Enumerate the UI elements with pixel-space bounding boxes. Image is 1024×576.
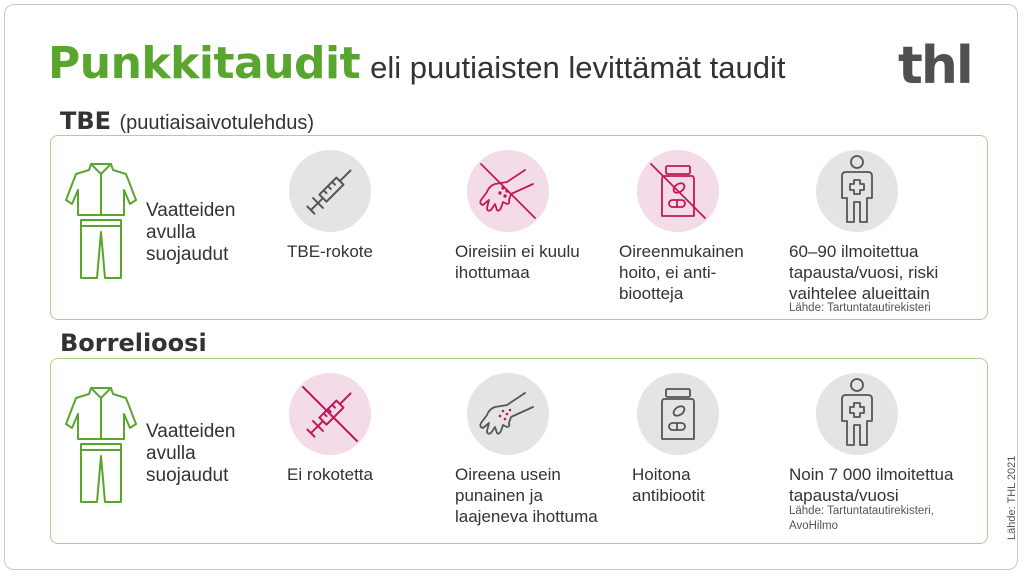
cases-label: Noin 7 000 ilmoitettua tapausta/vuosi (789, 465, 954, 505)
protection-label: Vaatteiden avulla suojaudut (146, 421, 236, 486)
rash-arm-icon (467, 150, 549, 232)
title-main: Punkkitaudit (48, 38, 361, 89)
symptoms-label: Oireena usein punainen ja laajeneva ihottuma (455, 465, 598, 526)
cases-label: 60–90 ilmoitettua tapausta/vuosi, riski vaihtelee alueittain (789, 242, 939, 303)
vaccine-label: TBE-rokote (287, 242, 373, 261)
footer-source: Lähde: THL 2021 (1006, 455, 1018, 540)
medicine-bottle-icon (637, 373, 719, 455)
title-subtitle: eli puutiaisten levittämät taudit (370, 50, 786, 85)
syringe-icon (289, 150, 371, 232)
section-name: TBE (60, 107, 112, 135)
medicine-bottle-icon (637, 150, 719, 232)
thl-logo: thl (898, 36, 972, 96)
section-subtitle: (puutiaisaivotulehdus) (119, 112, 315, 134)
protection-label: Vaatteiden avulla suojaudut (146, 200, 236, 265)
section-name: Borrelioosi (60, 329, 207, 357)
vaccine-label: Ei rokotetta (287, 465, 373, 484)
treatment-label: Hoitona antibiootit (632, 465, 705, 505)
clothing-icon (64, 384, 138, 511)
treatment-label: Oireenmukainen hoito, ei anti- biootteja (619, 242, 744, 303)
cases-source: Lähde: Tartuntatautirekisteri, AvoHilmo (789, 505, 934, 532)
section-heading-borrelioosi (60, 329, 207, 357)
clothing-icon (64, 160, 138, 287)
page-title (48, 38, 785, 89)
cases-source: Lähde: Tartuntatautirekisteri (789, 302, 931, 314)
section-heading-tbe (60, 107, 314, 135)
person-icon (816, 150, 898, 232)
rash-arm-icon (467, 373, 549, 455)
person-icon (816, 373, 898, 455)
symptoms-label: Oireisiin ei kuulu ihottumaa (455, 242, 580, 282)
syringe-icon (289, 373, 371, 455)
